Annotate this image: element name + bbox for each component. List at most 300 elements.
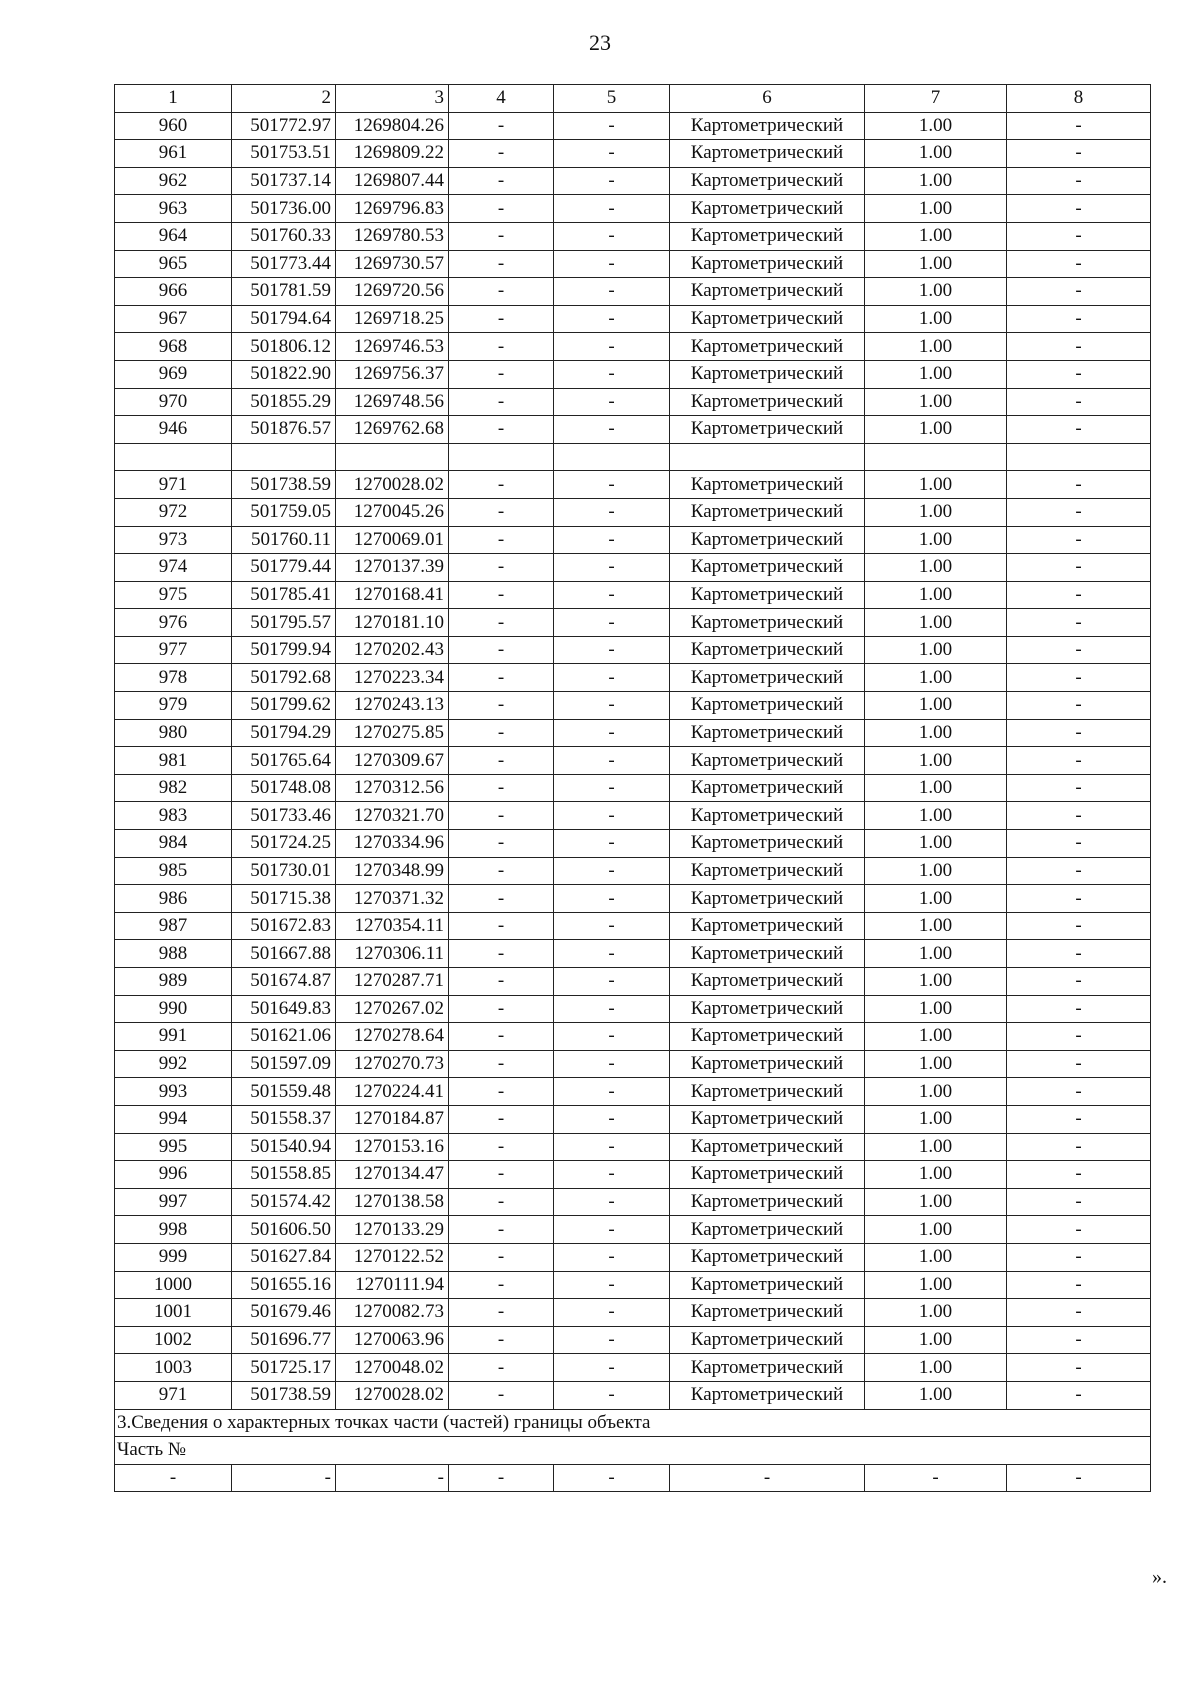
table-cell: 984 — [115, 830, 232, 858]
table-cell: - — [554, 581, 670, 609]
table-cell: - — [449, 1326, 554, 1354]
table-cell: 1.00 — [865, 1161, 1007, 1189]
section-title-row-text: 3.Сведения о характерных точках части (частей) границы объекта — [115, 1409, 1151, 1437]
table-cell: 1270048.02 — [336, 1354, 449, 1382]
table-cell: Картометрический — [670, 1216, 865, 1244]
table-cell: - — [554, 609, 670, 637]
table-cell: 1.00 — [865, 1299, 1007, 1327]
table-cell: 501655.16 — [232, 1271, 336, 1299]
table-cell: - — [449, 1188, 554, 1216]
table-cell: - — [1007, 1078, 1151, 1106]
table-cell: - — [554, 1188, 670, 1216]
table-cell: 501558.85 — [232, 1161, 336, 1189]
table-cell: - — [554, 1299, 670, 1327]
table-cell: 996 — [115, 1161, 232, 1189]
table-cell: 1.00 — [865, 1271, 1007, 1299]
table-cell: 964 — [115, 222, 232, 250]
table-cell: 501765.64 — [232, 747, 336, 775]
table-cell: - — [1007, 995, 1151, 1023]
table-cell: Картометрический — [670, 112, 865, 140]
table-cell: 3 — [336, 85, 449, 113]
table-cell: 1270063.96 — [336, 1326, 449, 1354]
table-cell: 960 — [115, 112, 232, 140]
table-cell: Картометрический — [670, 526, 865, 554]
table-cell: 968 — [115, 333, 232, 361]
table-cell: 501649.83 — [232, 995, 336, 1023]
table-cell: - — [449, 774, 554, 802]
table-cell: - — [1007, 195, 1151, 223]
empty-cell — [865, 443, 1007, 471]
table-cell: - — [670, 1464, 865, 1492]
table-row — [115, 1271, 1151, 1299]
table-cell: - — [865, 1464, 1007, 1492]
table-cell: - — [1007, 581, 1151, 609]
table-cell: - — [449, 1105, 554, 1133]
table-cell: 1270334.96 — [336, 830, 449, 858]
table-cell: Картометрический — [670, 1271, 865, 1299]
table-cell: 986 — [115, 885, 232, 913]
table-cell: 501606.50 — [232, 1216, 336, 1244]
table-cell: - — [449, 360, 554, 388]
table-row — [115, 167, 1151, 195]
table-cell: - — [449, 1023, 554, 1051]
table-cell: - — [1007, 360, 1151, 388]
table-row — [115, 1354, 1151, 1382]
table-cell: 1270028.02 — [336, 1381, 449, 1409]
table-cell: 1001 — [115, 1299, 232, 1327]
table-cell: - — [449, 554, 554, 582]
table-cell: 987 — [115, 912, 232, 940]
table-cell: 1.00 — [865, 1326, 1007, 1354]
table-cell: Картометрический — [670, 388, 865, 416]
table-cell: 1270069.01 — [336, 526, 449, 554]
table-cell: - — [1007, 1188, 1151, 1216]
table-cell: Картометрический — [670, 636, 865, 664]
table-row — [115, 471, 1151, 499]
table-cell: - — [554, 1050, 670, 1078]
table-cell: - — [1007, 747, 1151, 775]
table-cell: 501748.08 — [232, 774, 336, 802]
table-cell: - — [1007, 1243, 1151, 1271]
table-cell: 1000 — [115, 1271, 232, 1299]
table-row — [115, 885, 1151, 913]
table-cell: 1270153.16 — [336, 1133, 449, 1161]
table-cell: - — [1007, 416, 1151, 444]
table-cell: - — [554, 1381, 670, 1409]
table-cell: 992 — [115, 1050, 232, 1078]
table-cell: Картометрический — [670, 692, 865, 720]
table-cell: Картометрический — [670, 1133, 865, 1161]
table-cell: 501730.01 — [232, 857, 336, 885]
table-cell: - — [1007, 636, 1151, 664]
table-cell: - — [449, 940, 554, 968]
table-cell: 1270306.11 — [336, 940, 449, 968]
table-cell: Картометрический — [670, 857, 865, 885]
table-cell: 967 — [115, 305, 232, 333]
table-cell: 1270223.34 — [336, 664, 449, 692]
table-cell: - — [554, 692, 670, 720]
table-cell: 971 — [115, 471, 232, 499]
table-cell: 501674.87 — [232, 968, 336, 996]
table-cell: 962 — [115, 167, 232, 195]
table-cell: 1.00 — [865, 416, 1007, 444]
table-cell: 501679.46 — [232, 1299, 336, 1327]
table-cell: 976 — [115, 609, 232, 637]
table-cell: 501559.48 — [232, 1078, 336, 1106]
table-cell: 501785.41 — [232, 581, 336, 609]
table-row — [115, 305, 1151, 333]
table-cell: - — [554, 416, 670, 444]
table-cell: - — [449, 664, 554, 692]
table-cell: Картометрический — [670, 1381, 865, 1409]
table-cell: 1269809.22 — [336, 140, 449, 168]
table-cell: - — [449, 1299, 554, 1327]
table-cell: 501672.83 — [232, 912, 336, 940]
table-cell: 501696.77 — [232, 1326, 336, 1354]
table-cell: 501781.59 — [232, 278, 336, 306]
table-cell: Картометрический — [670, 609, 865, 637]
table-cell: 1270082.73 — [336, 1299, 449, 1327]
table-cell: - — [1007, 471, 1151, 499]
table-cell: - — [449, 719, 554, 747]
table-row — [115, 1326, 1151, 1354]
table-cell: 990 — [115, 995, 232, 1023]
table-cell: 1.00 — [865, 830, 1007, 858]
table-cell: - — [449, 388, 554, 416]
table-cell: 4 — [449, 85, 554, 113]
table-cell: - — [554, 195, 670, 223]
table-cell: 501737.14 — [232, 167, 336, 195]
table-cell: Картометрический — [670, 1023, 865, 1051]
table-row — [115, 554, 1151, 582]
table-cell: 1.00 — [865, 802, 1007, 830]
table-cell: - — [1007, 278, 1151, 306]
table-cell: 1.00 — [865, 1078, 1007, 1106]
table-row — [115, 830, 1151, 858]
table-cell: - — [554, 388, 670, 416]
table-cell: 1269718.25 — [336, 305, 449, 333]
table-cell: - — [1007, 1381, 1151, 1409]
table-cell: 989 — [115, 968, 232, 996]
table-cell: - — [449, 416, 554, 444]
table-cell: 501799.94 — [232, 636, 336, 664]
table-cell: - — [449, 140, 554, 168]
table-cell: - — [1007, 526, 1151, 554]
table-cell: 501779.44 — [232, 554, 336, 582]
table-cell: 1270354.11 — [336, 912, 449, 940]
blank-separator-row — [115, 443, 1151, 471]
table-cell: - — [449, 1078, 554, 1106]
table-cell: 1.00 — [865, 664, 1007, 692]
table-cell: - — [449, 995, 554, 1023]
table-cell: - — [1007, 1023, 1151, 1051]
table-cell: - — [554, 1326, 670, 1354]
table-cell: 985 — [115, 857, 232, 885]
table-cell: 501806.12 — [232, 333, 336, 361]
part-label-row-text: Часть № — [115, 1437, 1151, 1465]
table-cell: - — [232, 1464, 336, 1492]
table-cell: 1.00 — [865, 747, 1007, 775]
table-cell: Картометрический — [670, 719, 865, 747]
table-cell: 1.00 — [865, 1243, 1007, 1271]
table-cell: 501795.57 — [232, 609, 336, 637]
table-cell: Картометрический — [670, 1105, 865, 1133]
table-cell: - — [554, 112, 670, 140]
table-cell: 973 — [115, 526, 232, 554]
table-cell: Картометрический — [670, 995, 865, 1023]
table-cell: - — [554, 278, 670, 306]
table-cell: 1.00 — [865, 195, 1007, 223]
empty-cell — [336, 443, 449, 471]
table-row — [115, 774, 1151, 802]
table-row — [115, 636, 1151, 664]
table-cell: - — [554, 140, 670, 168]
table-cell: 988 — [115, 940, 232, 968]
table-cell: - — [449, 498, 554, 526]
table-cell: 1270137.39 — [336, 554, 449, 582]
table-cell: Картометрический — [670, 885, 865, 913]
table-row — [115, 222, 1151, 250]
table-cell: 1270045.26 — [336, 498, 449, 526]
table-cell: - — [449, 1354, 554, 1382]
table-cell: - — [1007, 968, 1151, 996]
table-cell: - — [1007, 388, 1151, 416]
table-cell: 1.00 — [865, 581, 1007, 609]
table-cell: - — [449, 1133, 554, 1161]
table-cell: - — [554, 167, 670, 195]
empty-cell — [115, 443, 232, 471]
table-cell: 1270312.56 — [336, 774, 449, 802]
table-cell: 2 — [232, 85, 336, 113]
table-cell: - — [449, 278, 554, 306]
table-cell: - — [1007, 1271, 1151, 1299]
table-cell: 1269804.26 — [336, 112, 449, 140]
table-cell: 1.00 — [865, 719, 1007, 747]
table-cell: 999 — [115, 1243, 232, 1271]
table-cell: 995 — [115, 1133, 232, 1161]
table-row — [115, 526, 1151, 554]
section-title-row — [115, 1409, 1151, 1437]
table-cell: 501597.09 — [232, 1050, 336, 1078]
table-cell: 6 — [670, 85, 865, 113]
table-cell: 1270371.32 — [336, 885, 449, 913]
table-cell: - — [1007, 1299, 1151, 1327]
table-cell: 1269796.83 — [336, 195, 449, 223]
table-row — [115, 1105, 1151, 1133]
table-cell: - — [449, 636, 554, 664]
table-cell: - — [1007, 885, 1151, 913]
table-cell: 501667.88 — [232, 940, 336, 968]
table-cell: - — [1007, 112, 1151, 140]
table-cell: 1269780.53 — [336, 222, 449, 250]
table-row — [115, 995, 1151, 1023]
table-cell: 1.00 — [865, 360, 1007, 388]
table-cell: - — [1007, 609, 1151, 637]
table-cell: - — [449, 1161, 554, 1189]
table-cell: Картометрический — [670, 802, 865, 830]
table-cell: 983 — [115, 802, 232, 830]
table-cell: - — [554, 857, 670, 885]
table-cell: 501855.29 — [232, 388, 336, 416]
table-cell: 1.00 — [865, 333, 1007, 361]
table-row — [115, 333, 1151, 361]
table-row — [115, 140, 1151, 168]
table-cell: Картометрический — [670, 1078, 865, 1106]
table-cell: - — [554, 1023, 670, 1051]
table-cell: 501724.25 — [232, 830, 336, 858]
empty-cell — [1007, 443, 1151, 471]
table-cell: 501627.84 — [232, 1243, 336, 1271]
table-cell: - — [336, 1464, 449, 1492]
table-cell: 997 — [115, 1188, 232, 1216]
table-row — [115, 1216, 1151, 1244]
table-cell: 1270181.10 — [336, 609, 449, 637]
table-cell: Картометрический — [670, 140, 865, 168]
table-cell: 1.00 — [865, 1381, 1007, 1409]
table-row — [115, 278, 1151, 306]
table-cell: - — [554, 305, 670, 333]
table-cell: Картометрический — [670, 1188, 865, 1216]
closing-quote-mark: ». — [1152, 1566, 1167, 1588]
table-cell: - — [554, 1078, 670, 1106]
table-cell: - — [554, 940, 670, 968]
table-cell: 1269746.53 — [336, 333, 449, 361]
table-cell: 501794.64 — [232, 305, 336, 333]
table-cell: - — [554, 526, 670, 554]
table-cell: 1270111.94 — [336, 1271, 449, 1299]
table-cell: - — [554, 1161, 670, 1189]
table-cell: 981 — [115, 747, 232, 775]
table-row — [115, 498, 1151, 526]
table-cell: 1.00 — [865, 112, 1007, 140]
table-cell: - — [1007, 664, 1151, 692]
table-cell: 1270348.99 — [336, 857, 449, 885]
table-cell: Картометрический — [670, 305, 865, 333]
table-cell: 1270184.87 — [336, 1105, 449, 1133]
table-cell: 501753.51 — [232, 140, 336, 168]
table-cell: 501558.37 — [232, 1105, 336, 1133]
table-cell: - — [1007, 940, 1151, 968]
table-cell: - — [1007, 857, 1151, 885]
table-cell: - — [554, 747, 670, 775]
table-cell: 1.00 — [865, 940, 1007, 968]
table-cell: 993 — [115, 1078, 232, 1106]
table-cell: 980 — [115, 719, 232, 747]
table-cell: 5 — [554, 85, 670, 113]
table-row — [115, 747, 1151, 775]
boundary-points-table — [114, 84, 1151, 1492]
table-cell: 1270275.85 — [336, 719, 449, 747]
table-cell: Картометрический — [670, 1299, 865, 1327]
table-cell: 1.00 — [865, 554, 1007, 582]
empty-cell — [449, 443, 554, 471]
table-cell: - — [554, 885, 670, 913]
table-row — [115, 1078, 1151, 1106]
table-cell: 501574.42 — [232, 1188, 336, 1216]
table-row — [115, 719, 1151, 747]
table-row — [115, 609, 1151, 637]
table-cell: 1270309.67 — [336, 747, 449, 775]
table-cell: 994 — [115, 1105, 232, 1133]
table-cell: 1.00 — [865, 167, 1007, 195]
table-cell: 1270028.02 — [336, 471, 449, 499]
table-cell: 1.00 — [865, 1216, 1007, 1244]
table-cell: 978 — [115, 664, 232, 692]
table-cell: - — [1007, 554, 1151, 582]
table-cell: Картометрический — [670, 1354, 865, 1382]
table-cell: 1.00 — [865, 692, 1007, 720]
table-cell: Картометрический — [670, 278, 865, 306]
table-cell: 965 — [115, 250, 232, 278]
table-row — [115, 416, 1151, 444]
table-cell: Картометрический — [670, 222, 865, 250]
table-cell: Картометрический — [670, 195, 865, 223]
table-row — [115, 857, 1151, 885]
table-cell: - — [449, 830, 554, 858]
table-row — [115, 388, 1151, 416]
table-cell: 1.00 — [865, 278, 1007, 306]
table-cell: - — [449, 1464, 554, 1492]
table-cell: - — [554, 1464, 670, 1492]
table-cell: 1.00 — [865, 1105, 1007, 1133]
table-cell: 1270267.02 — [336, 995, 449, 1023]
table-cell: 501725.17 — [232, 1354, 336, 1382]
table-cell: 977 — [115, 636, 232, 664]
table-cell: 1.00 — [865, 1354, 1007, 1382]
table-cell: 501773.44 — [232, 250, 336, 278]
table-cell: 1.00 — [865, 498, 1007, 526]
table-cell: 1270122.52 — [336, 1243, 449, 1271]
table-row — [115, 940, 1151, 968]
table-cell: 1269748.56 — [336, 388, 449, 416]
table-cell: - — [554, 222, 670, 250]
table-cell: 501715.38 — [232, 885, 336, 913]
table-row — [115, 1161, 1151, 1189]
table-cell: - — [1007, 912, 1151, 940]
table-cell: 8 — [1007, 85, 1151, 113]
table-cell: 946 — [115, 416, 232, 444]
table-cell: - — [1007, 140, 1151, 168]
table-cell: 1.00 — [865, 995, 1007, 1023]
table-cell: 501736.00 — [232, 195, 336, 223]
table-cell: 1.00 — [865, 1133, 1007, 1161]
table-cell: - — [554, 360, 670, 388]
table-cell: - — [554, 498, 670, 526]
table-cell: 998 — [115, 1216, 232, 1244]
table-cell: 974 — [115, 554, 232, 582]
table-cell: - — [449, 526, 554, 554]
table-cell: - — [554, 333, 670, 361]
table-row — [115, 664, 1151, 692]
table-cell: - — [554, 1243, 670, 1271]
table-cell: - — [1007, 1133, 1151, 1161]
table-cell: - — [449, 1381, 554, 1409]
table-cell: - — [554, 774, 670, 802]
table-cell: 1269756.37 — [336, 360, 449, 388]
empty-cell — [232, 443, 336, 471]
table-cell: 1270134.47 — [336, 1161, 449, 1189]
table-cell: - — [554, 250, 670, 278]
table-cell: 971 — [115, 1381, 232, 1409]
table-cell: - — [1007, 1354, 1151, 1382]
table-cell: - — [449, 968, 554, 996]
table-cell: - — [1007, 1216, 1151, 1244]
table-cell: Картометрический — [670, 664, 865, 692]
table-cell: 975 — [115, 581, 232, 609]
part-label-row — [115, 1437, 1151, 1465]
table-row — [115, 581, 1151, 609]
table-cell: Картометрический — [670, 1050, 865, 1078]
